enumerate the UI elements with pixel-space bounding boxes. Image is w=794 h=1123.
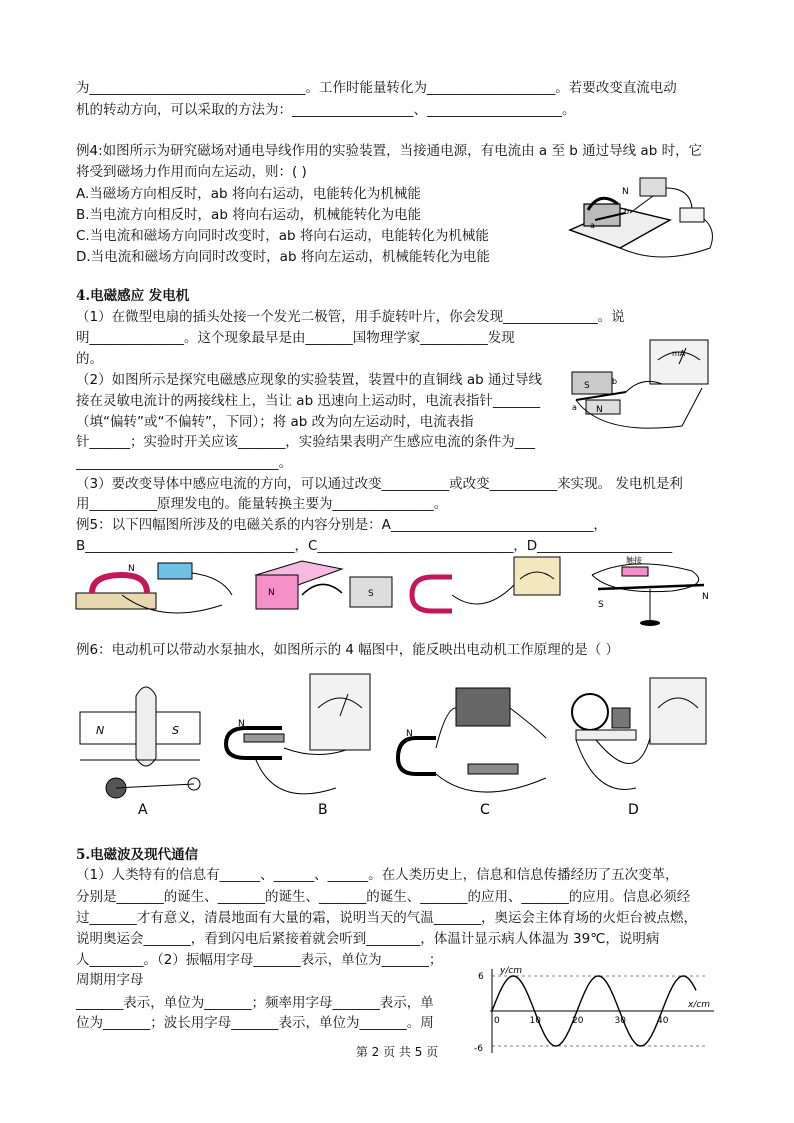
ex4-apparatus-figure <box>560 168 720 268</box>
ex6-choice-label: A <box>138 802 148 818</box>
text-line: （3）要改变导体中感应电流的方向，可以通过改变__________或改变__________来实现。 发电机是利 <box>76 476 683 492</box>
ex6-fig-d <box>572 678 706 789</box>
text-line: 说明奥运会_______，看到闪电后紧接着就会听到________，体温计显示病人体温为 39℃，说明病 <box>76 931 660 947</box>
tick-label: 40 <box>657 1016 669 1026</box>
x-axis-label: x/cm <box>688 1000 711 1010</box>
text-line: 人________。（2）振幅用字母_______表示，单位为_______； <box>76 952 443 968</box>
induct-label: N <box>596 405 603 415</box>
tick-label: -6 <box>474 1044 483 1054</box>
induct-meter-label: mA <box>672 349 686 358</box>
ex5-label: N <box>702 592 709 602</box>
ex5-fig-a <box>76 563 232 613</box>
ex6-fig-a <box>80 687 200 798</box>
ex5-label: N <box>268 588 275 598</box>
ex5-fig-c <box>412 557 560 611</box>
ex6-label: N <box>406 729 413 739</box>
text-line: 将受到磁场力作用而向左运动，则：( ) <box>76 164 307 180</box>
text-line: （1）在微型电扇的插头处接一个发光二极管，用手旋转叶片，你会发现______________。说 <box>76 309 625 325</box>
ex5-fig-b <box>256 561 392 609</box>
induct-label: S <box>584 381 590 391</box>
tick-label: 20 <box>572 1016 584 1026</box>
ex5-label: N <box>128 564 135 574</box>
tick-label: 30 <box>614 1016 626 1026</box>
page-number: 第 2 页 共 5 页 <box>355 1045 439 1059</box>
tick-label: 0 <box>494 1016 500 1026</box>
section-heading: 4.电磁感应 发电机 <box>76 288 190 304</box>
text-line: 例4:如图所示为研究磁场对通电导线作用的实验装置，当接通电源，有电流由 a 至 b 通过导线 ab 时，它 <box>76 143 703 159</box>
ex6-choice-label: D <box>628 802 639 818</box>
ex6-figure-row <box>76 668 716 818</box>
ex5-label: S <box>598 600 604 610</box>
section-heading: 5.电磁波及现代通信 <box>76 847 199 863</box>
option-c: C.当电流和磁场方向同时改变时，ab 将向右运动，电能转化为机械能 <box>76 228 489 244</box>
ex6-fig-c <box>398 688 546 792</box>
ex4-label: b <box>624 207 630 216</box>
ex6-label: N <box>238 719 245 729</box>
induct-label: b <box>612 377 618 386</box>
text-line: 例6：电动机可以带动水泵抽水，如图所示的 4 幅图中，能反映出电动机工作原理的是（ ） <box>76 642 620 658</box>
text-line: 位为_______；波长用字母_______表示，单位为_______。周 <box>76 1015 434 1031</box>
ex6-label: S <box>172 724 179 737</box>
ex5-fig-d <box>592 555 709 626</box>
text-line: （1）人类特有的信息有______、______、______。在人类历史上，信息和信息传播经历了五次变革， <box>76 867 679 883</box>
text-line: B_______________________________，C_____________________________，D____________________ <box>76 538 673 554</box>
ex4-label: a <box>590 221 595 230</box>
text-line: 分别是_______的诞生、_______的诞生、_______的诞生、_______的应用、_______的应用。信息必须经 <box>76 889 691 905</box>
ex5-figure-row <box>72 555 722 630</box>
induct-label: a <box>572 403 577 412</box>
ex6-choice-label: B <box>318 802 328 818</box>
ex6-choice-label: C <box>480 802 490 818</box>
text-line: ______________________________。 <box>76 455 292 471</box>
tick-label: 6 <box>478 972 484 982</box>
text-line: 针______；实验时开关应该_______，实验结果表明产生感应电流的条件为___ <box>76 434 535 450</box>
text-line: 用__________原理发电的。能量转换主要为_______________。 <box>76 496 448 512</box>
tick-label: 10 <box>529 1016 541 1026</box>
option-b: B.当电流方向相反时，ab 将向右运动，机械能转化为电能 <box>76 207 422 223</box>
text-line: 例5：以下四幅图所涉及的电磁关系的内容分别是：A______________________________， <box>76 517 607 533</box>
text-line: 为________________________________。工作时能量转化为___________________。若要改变直流电动 <box>76 80 677 96</box>
ex6-fig-b <box>226 674 370 794</box>
y-axis-label: y/cm <box>500 966 523 976</box>
option-d: D.当电流和磁场方向同时改变时，ab 将向左运动，机械能转化为电能 <box>76 249 490 265</box>
ex6-label: N <box>96 724 105 737</box>
text-line: （2）如图所示是探究电磁感应现象的实验装置，装置中的直铜线 ab 通过导线 <box>76 372 543 388</box>
text-line: 周期用字母 <box>76 972 144 988</box>
text-line: 的。 <box>76 351 103 367</box>
text-line: 明______________。这个现象最早是由_______国物理学家__________发现 <box>76 330 515 346</box>
text-line: （填“偏转”或“不偏转”，下同）；将 ab 改为向左运动时，电流表指 <box>76 414 474 430</box>
ex4-label: N <box>622 187 629 197</box>
text-line: 接在灵敏电流计的两接线柱上，当让 ab 迅速向上运动时，电流表指针_______ <box>76 393 541 409</box>
text-line: 过_______才有意义，清晨地面有大量的霜，说明当天的气温_______，奥运会主体育场的火炬台被点燃， <box>76 910 697 926</box>
text-line: 机的转动方向，可以采取的方法为：__________________、____________________。 <box>76 102 576 118</box>
text-line: _______表示，单位为_______；频率用字母_______表示，单 <box>76 995 434 1011</box>
induction-apparatus-figure <box>562 336 718 436</box>
ex5-label: S <box>368 589 374 599</box>
option-a: A.当磁场方向相反时，ab 将向右运动，电能转化为机械能 <box>76 186 421 202</box>
ex5-label: 触接 <box>626 556 642 565</box>
